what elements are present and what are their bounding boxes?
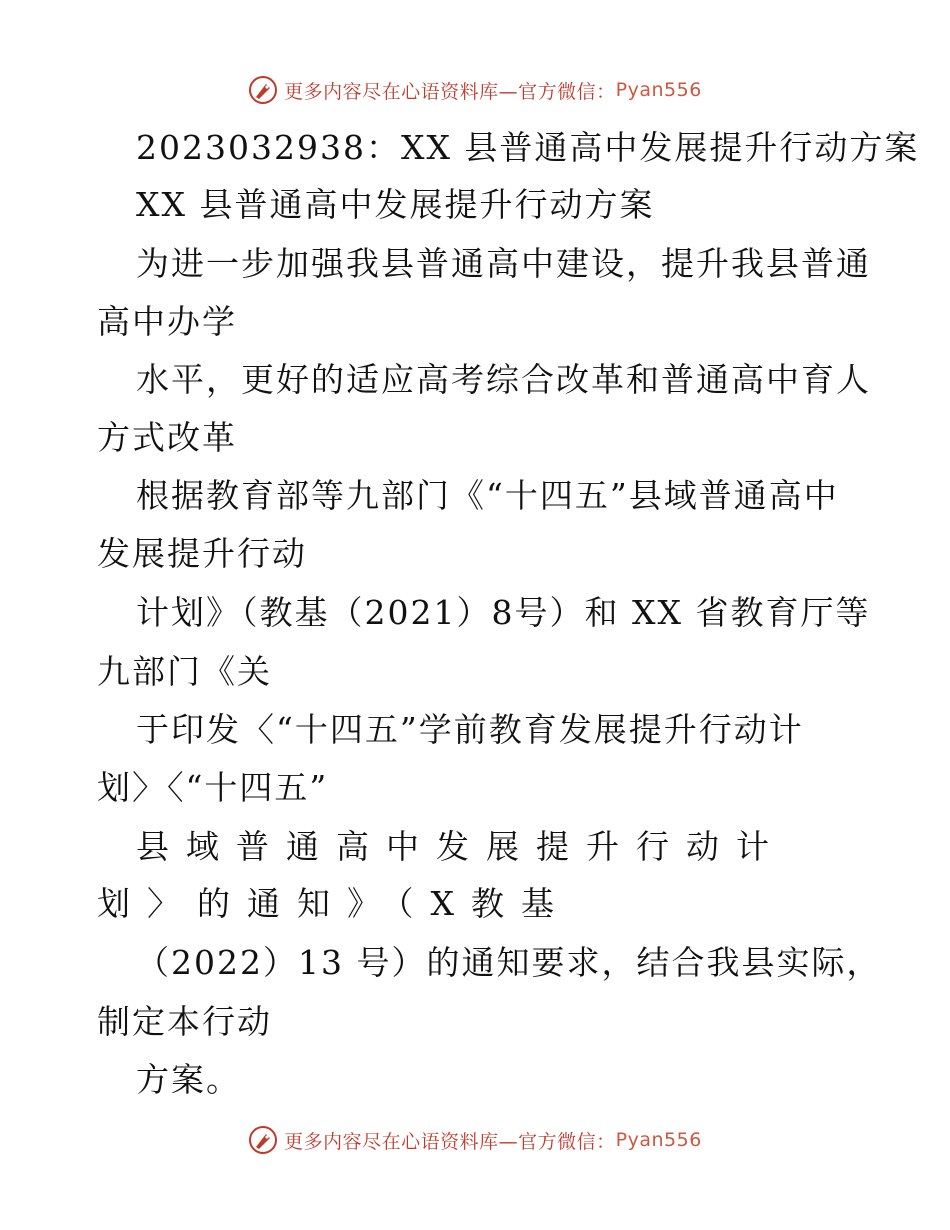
pen-nib-logo-icon <box>248 75 278 105</box>
paragraph-line: 水平，更好的适应高考综合改革和普通高中育人 <box>136 360 871 399</box>
paragraph-line: 计划》（教基（2021）8号）和 XX 省教育厅等 <box>136 593 871 632</box>
paragraph-line: 划〉的通知》（X教基 <box>97 884 571 923</box>
watermark-wechat-id: Pyan556 <box>615 79 702 101</box>
paragraph-line: 根据教育部等九部门《“十四五”县域普通高中 <box>136 476 839 515</box>
paragraph-line: 县域普通高中发展提升行动计 <box>136 827 786 866</box>
pen-nib-logo-icon <box>248 1125 278 1155</box>
paragraph-line: 九部门《关 <box>97 652 272 691</box>
watermark-wechat-id: Pyan556 <box>615 1129 702 1151</box>
paragraph-line: 方式改革 <box>97 418 237 457</box>
paragraph-line: 制定本行动 <box>97 1002 272 1041</box>
paragraph-line: 划〉〈“十四五” <box>97 768 329 807</box>
document-title-line: 2023032938：XX 县普通高中发展提升行动方案 <box>136 128 920 167</box>
paragraph-line: 高中办学 <box>97 302 237 341</box>
watermark-banner-top <box>0 70 950 110</box>
watermark-banner-bottom <box>0 1120 950 1160</box>
watermark-text: 更多内容尽在心语资料库—官方微信： <box>284 1130 616 1153</box>
paragraph-line: 方案。 <box>136 1060 241 1099</box>
paragraph-line: 为进一步加强我县普通高中建设，提升我县普通 <box>136 244 871 283</box>
paragraph-line: 发展提升行动 <box>97 534 307 573</box>
watermark-text: 更多内容尽在心语资料库—官方微信： <box>284 80 616 103</box>
document-heading: XX 县普通高中发展提升行动方案 <box>136 185 655 224</box>
paragraph-line: 于印发〈“十四五”学前教育发展提升行动计 <box>136 710 804 749</box>
paragraph-line: （2022）13 号）的通知要求，结合我县实际， <box>136 943 882 982</box>
